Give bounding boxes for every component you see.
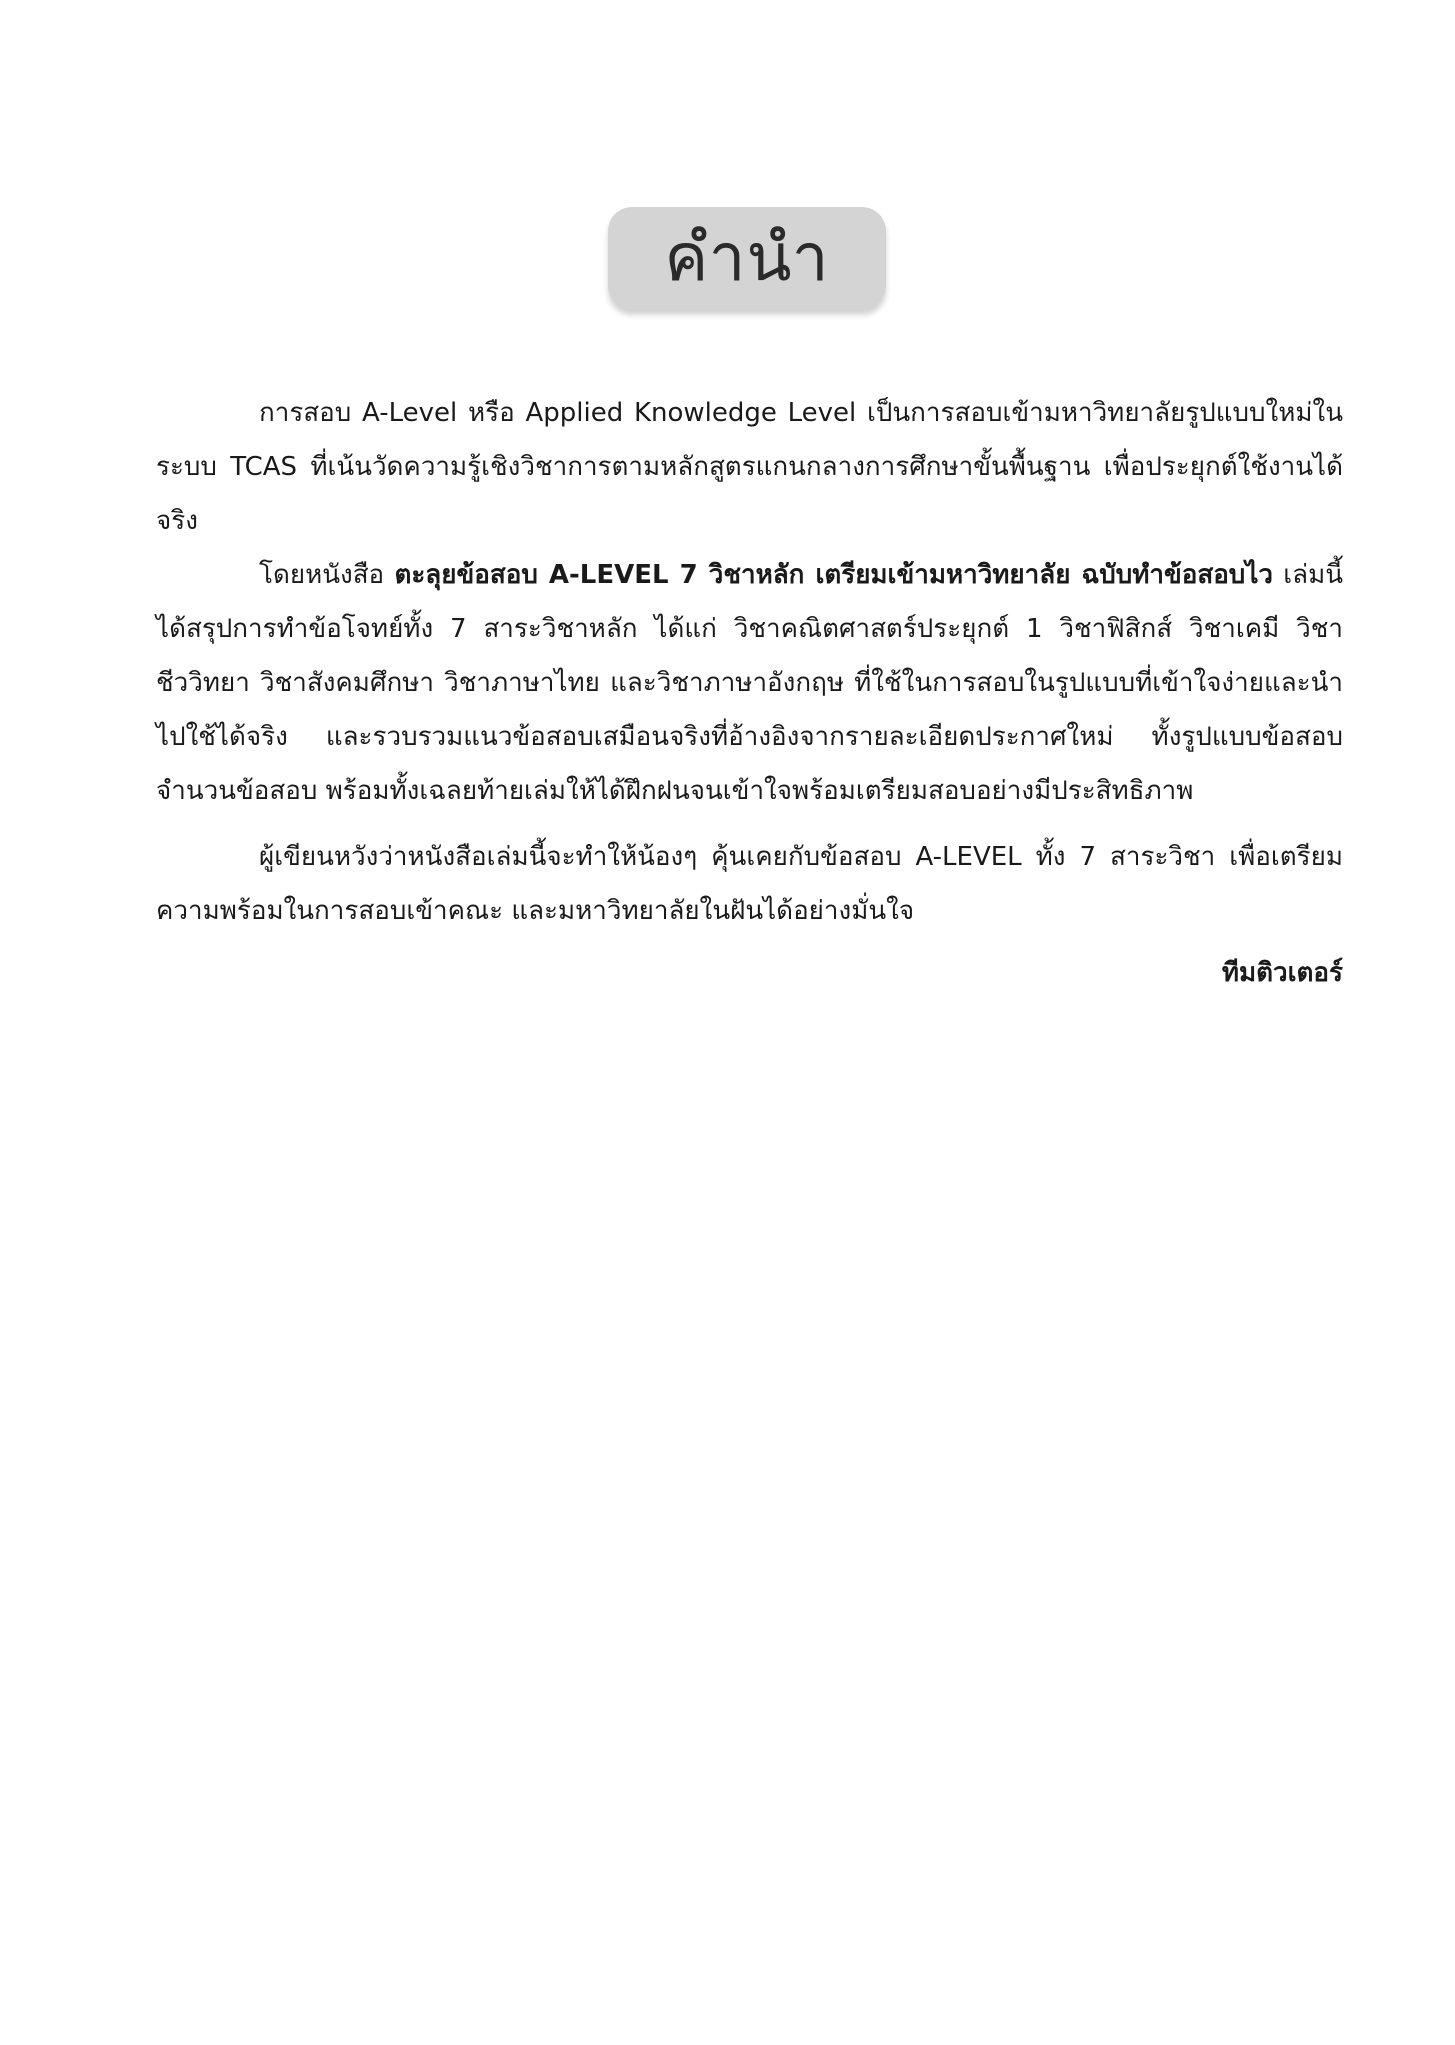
paragraph-intro: การสอบ A-Level หรือ Applied Knowledge Level เป็นการสอบเข้ามหาวิทยาลัยรูปแบบใหม่ในระบบ TCAS ที่เน้นวัดความรู้เชิงวิชาการตามหลักสูตรแกนกลางการศึกษาขั้นพื้นฐาน เพื่อประยุกต์ใช้งานได้จริง xyxy=(156,398,1343,536)
book-title: ตะลุยข้อสอบ A-LEVEL 7 วิชาหลัก เตรียมเข้ามหาวิทยาลัย ฉบับทำข้อสอบไว xyxy=(394,560,1273,590)
author-signature: ทีมติวเตอร์ xyxy=(1221,958,1343,988)
paragraph-lead: โดยหนังสือ xyxy=(259,560,395,590)
paragraph-book-summary xyxy=(156,548,1343,818)
page-title: คำนำ xyxy=(664,219,830,296)
preface-body xyxy=(156,386,1343,1000)
paragraph-rest: เล่มนี้ ได้สรุปการทำข้อโจทย์ทั้ง 7 สาระวิชาหลัก ได้แก่ วิชาคณิตศาสตร์ประยุกต์ 1 วิชาฟิสิกส์ วิชาเคมี วิชาชีววิทยา วิชาสังคมศึกษา วิชาภาษาไทย และวิชาภาษาอังกฤษ ที่ใช้ในการสอบในรูปแบบที่เข้าใจง่ายและนำไปใช้ได้จริง และรวบรวมแนวข้อสอบเสมือนจริงที่อ้างอิงจากรายละเอียดประกาศใหม่ ทั้งรูปแบบข้อสอบ จำนวนข้อสอบ พร้อมทั้งเฉลยท้ายเล่มให้ได้ฝึกฝนจนเข้าใจพร้อมเตรียมสอบอย่างมีประสิทธิภาพ xyxy=(156,560,1343,806)
title-banner xyxy=(608,207,886,309)
paragraph-closing: ผู้เขียนหวังว่าหนังสือเล่มนี้จะทำให้น้องๆ คุ้นเคยกับข้อสอบ A-LEVEL ทั้ง 7 สาระวิชา เพื่อเตรียมความพร้อมในการสอบเข้าคณะ และมหาวิทยาลัยในฝันได้อย่างมั่นใจ xyxy=(156,842,1343,926)
